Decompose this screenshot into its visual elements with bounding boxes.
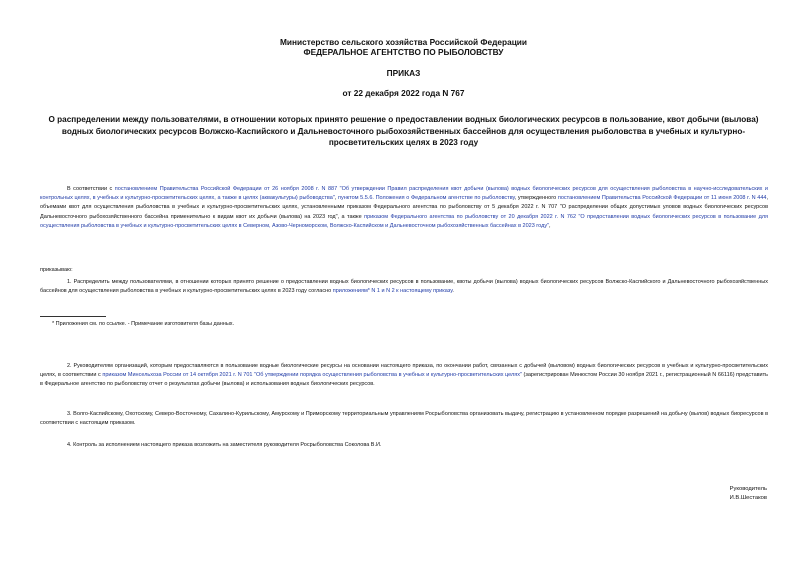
item-2-text-2: (зарегистрирован Минюстом России 30 ноября 2021 г., регистрационный N 66116) представить в Федеральное агентство по рыболовству отчет о результатах добычи (вылова) и использования водных биологических ресурсов. xyxy=(40,372,769,388)
link-regulation-5-5-6[interactable]: пунктом 5.5.6. Положения о Федеральном агентстве по рыболовству xyxy=(337,195,515,202)
signature-name: И.В.Шестаков xyxy=(729,495,767,501)
link-decree-887[interactable]: постановлением Правительства Российской Федерации от 26 ноября 2008 г. N 887 "Об утверждении Правил распределения квот добычи (вылова) водных биологических ресурсов для осуществления рыболовства в научно-исследовательских и контрольных целях, в учебных и культурно-просветительских целях, а также в целях (аквакультуры) рыбоводства" xyxy=(40,186,768,202)
preamble-text-5: , xyxy=(549,222,551,229)
item-1-paragraph xyxy=(40,278,768,296)
agency-name: ФЕДЕРАЛЬНОЕ АГЕНТСТВО ПО РЫБОЛОВСТВУ xyxy=(303,47,504,57)
item-3-paragraph: 3. Волго-Каспийскому, Охотскому, Северо-Восточному, Сахалино-Курильскому, Амурскому и Приморскому территориальным управлениям Росрыболовства организовать выдачу, регистрацию в установленном порядке разрешений на добычу (вылов) водных биоресурсов в соответствии с настоящим приказом. xyxy=(40,411,768,427)
item-4-paragraph: 4. Контроль за исполнением настоящего приказа возложить на заместителя руководителя Росрыболовства Соколова В.И. xyxy=(67,442,382,448)
preamble-paragraph xyxy=(40,185,768,231)
signature-position: Руководитель xyxy=(729,486,767,492)
order-word: приказываю: xyxy=(40,267,73,273)
document-date-number: от 22 декабря 2022 года N 767 xyxy=(342,88,465,98)
footnote: * Приложения см. по ссылке. - Примечание изготовителя базы данных. xyxy=(52,321,235,327)
item-2-paragraph xyxy=(40,362,768,390)
footnote-divider xyxy=(40,316,106,317)
item-1-text-1: 1. Распределить между пользователями, в отношении которых принято решение о предоставлении водных биологических ресурсов в пользование, квоты добычи (вылова) водных биологических ресурсов Волжско-Каспийского и Дальневосточного рыбохозяйственных бассейнов для осуществления рыболовства в учебных и культурно-просветительских целях в 2023 году согласно xyxy=(40,279,768,295)
item-1-text-2: . xyxy=(452,288,454,295)
preamble-text-1: В соответствии с xyxy=(67,186,115,192)
link-decree-444[interactable]: постановлением Правительства Российской Федерации от 11 июня 2008 г. N 444 xyxy=(557,195,767,202)
document-title: О распределении между пользователями, в отношении которых принято решение о предоставлении водных биологических ресурсов в пользование, квот добычи (вылова) водных биологических ресурсов Волжско-Каспийского и Дальневосточного рыбохозяйственных бассейнов для осуществления рыболовства в учебных и культурно-просветительских целях в 2023 году xyxy=(48,115,759,147)
link-appendices[interactable]: приложениям* N 1 и N 2 к настоящему приказу xyxy=(332,288,453,295)
document-type: ПРИКАЗ xyxy=(386,68,421,78)
link-order-762[interactable]: приказом Федерального агентства по рыболовству от 20 декабря 2022 г. N 762 "О предоставлении водных биологических ресурсов в пользование для осуществления рыболовства в учебных и культурно-просветительских целях в Северном, Азово-Черноморском, Волжско-Каспийском и Дальневосточном рыбохозяйственных бассейнах в 2023 году" xyxy=(40,213,769,229)
preamble-text-4: , объемами квот для осуществления рыболовства в учебных и культурно-просветительских целях, установленными приказом Федерального агентства по рыболовству от 5 декабря 2022 г. N 707 "О распределении общих допустимых уловов водных биологических ресурсов Дальневосточного рыбохозяйственного бассейна применительно к видам квот их добычи (вылова) на 2023 год", а также xyxy=(40,195,768,220)
ministry-name: Министерство сельского хозяйства Российской Федерации xyxy=(280,37,527,47)
preamble-text-3: , утвержденного xyxy=(514,195,558,202)
link-order-701[interactable]: приказом Минсельхоза России от 14 октября 2021 г. N 701 "Об утверждении порядка осуществления рыболовства в учебных и культурно-просветительских целях" xyxy=(102,372,522,379)
preamble-text-2: , xyxy=(334,195,338,202)
item-2-text-1: 2. Руководителям организаций, которым предоставляются в пользование водные биологические ресурсы на основании настоящего приказа, по окончании работ, связанных с добычей (выловом) водных биологических ресурсов в учебных и культурно-просветительских целях, в соответствии с xyxy=(40,363,768,379)
